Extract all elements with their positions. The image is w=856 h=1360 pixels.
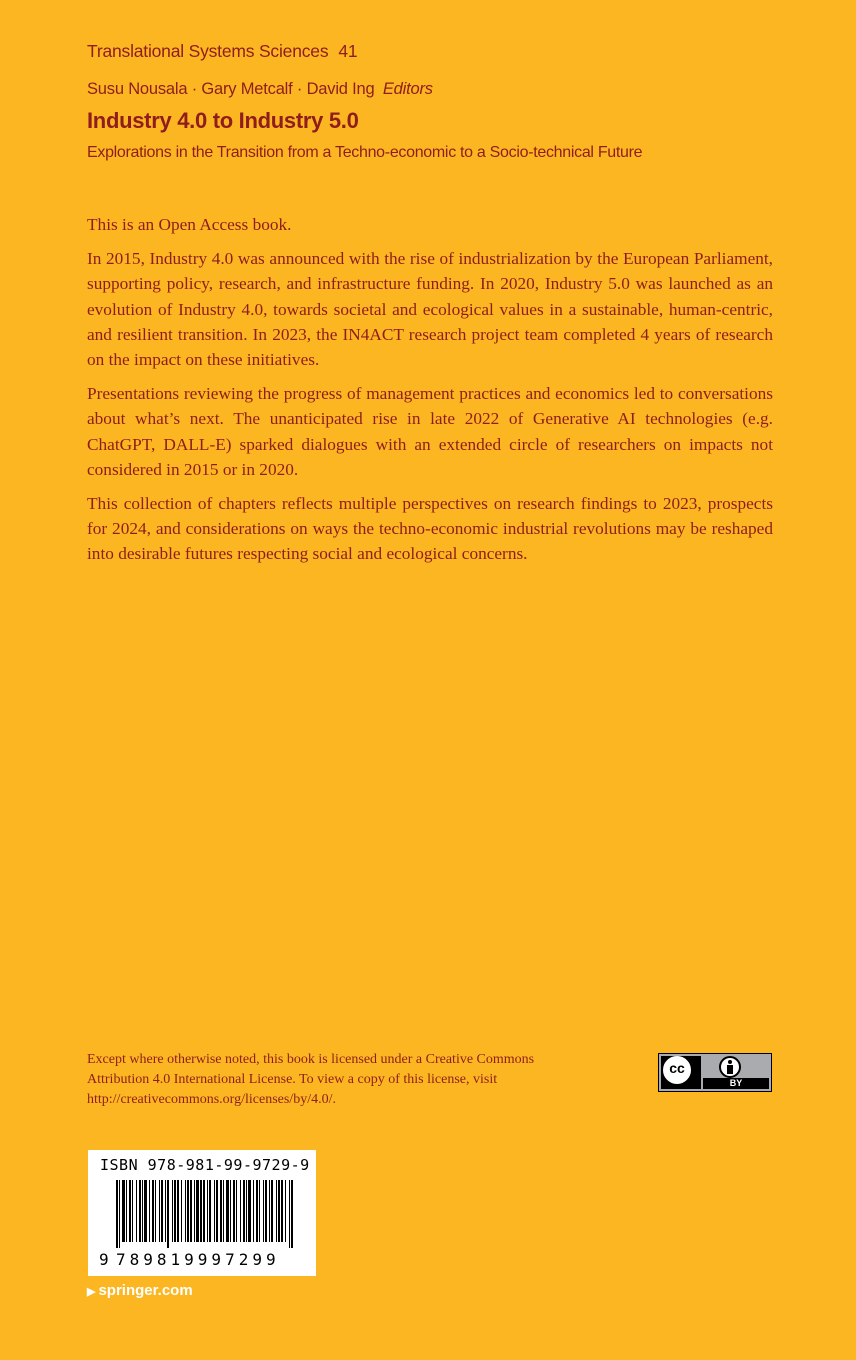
- editors-line: [87, 80, 433, 99]
- cc-by-badge: [658, 1053, 772, 1092]
- isbn-digits: 789819997299: [116, 1250, 280, 1269]
- attribution-person-icon: [719, 1056, 741, 1078]
- editor-names: Susu Nousala · Gary Metcalf · David Ing: [87, 80, 375, 98]
- springer-link-label: springer.com: [98, 1282, 193, 1299]
- arrow-right-icon: ▶: [87, 1286, 96, 1298]
- series-name: Translational Systems Sciences: [87, 41, 329, 61]
- cc-icon: [663, 1056, 691, 1084]
- book-title: Industry 4.0 to Industry 5.0: [87, 108, 359, 133]
- series-number: 41: [338, 41, 358, 61]
- editors-role: Editors: [382, 80, 433, 98]
- book-subtitle: Explorations in the Transition from a Techno-economic to a Socio-technical Future: [87, 144, 643, 161]
- blurb-paragraph-1: This is an Open Access book.: [87, 215, 292, 234]
- isbn-label: ISBN 978-981-99-9729-9: [100, 1156, 310, 1174]
- blurb-paragraph-3: Presentations reviewing the progress of management practices and economics led to conversations about what’s next. The unanticipated rise in late 2022 of Generative AI technologies (e.g. ChatGPT, DALL-E) sparked dialogues with an extended circle of researchers on impacts not considered in 2015 or in 2020.: [87, 384, 773, 479]
- series-line: [87, 41, 357, 62]
- blurb: [87, 212, 773, 576]
- blurb-paragraph-4: This collection of chapters reflects multiple perspectives on research findings to 2023, prospects for 2024, and considerations on ways the techno-economic industrial revolutions may be reshaped into desirable futures respecting social and ecological concerns.: [87, 494, 773, 564]
- license-notice: Except where otherwise noted, this book is licensed under a Creative Commons Attribution 4.0 International License. To view a copy of this license, visit http://creativecommons.org/licenses/by/4.0/.: [87, 1052, 535, 1107]
- isbn-first-digit: 9: [99, 1250, 109, 1269]
- springer-link[interactable]: [87, 1282, 193, 1299]
- cc-badge-label: BY: [703, 1078, 769, 1089]
- isbn-barcode-block: [88, 1150, 316, 1276]
- blurb-paragraph-2: In 2015, Industry 4.0 was announced with the rise of industrialization by the European Parliament, supporting policy, research, and infrastructure funding. In 2020, Industry 5.0 was launched as an evolution of Industry 4.0, towards societal and ecological values in a sustainable, human-centric, and resilient transition. In 2023, the IN4ACT research project team completed 4 years of research on the impact on these initiatives.: [87, 249, 773, 370]
- barcode-icon: [116, 1180, 296, 1248]
